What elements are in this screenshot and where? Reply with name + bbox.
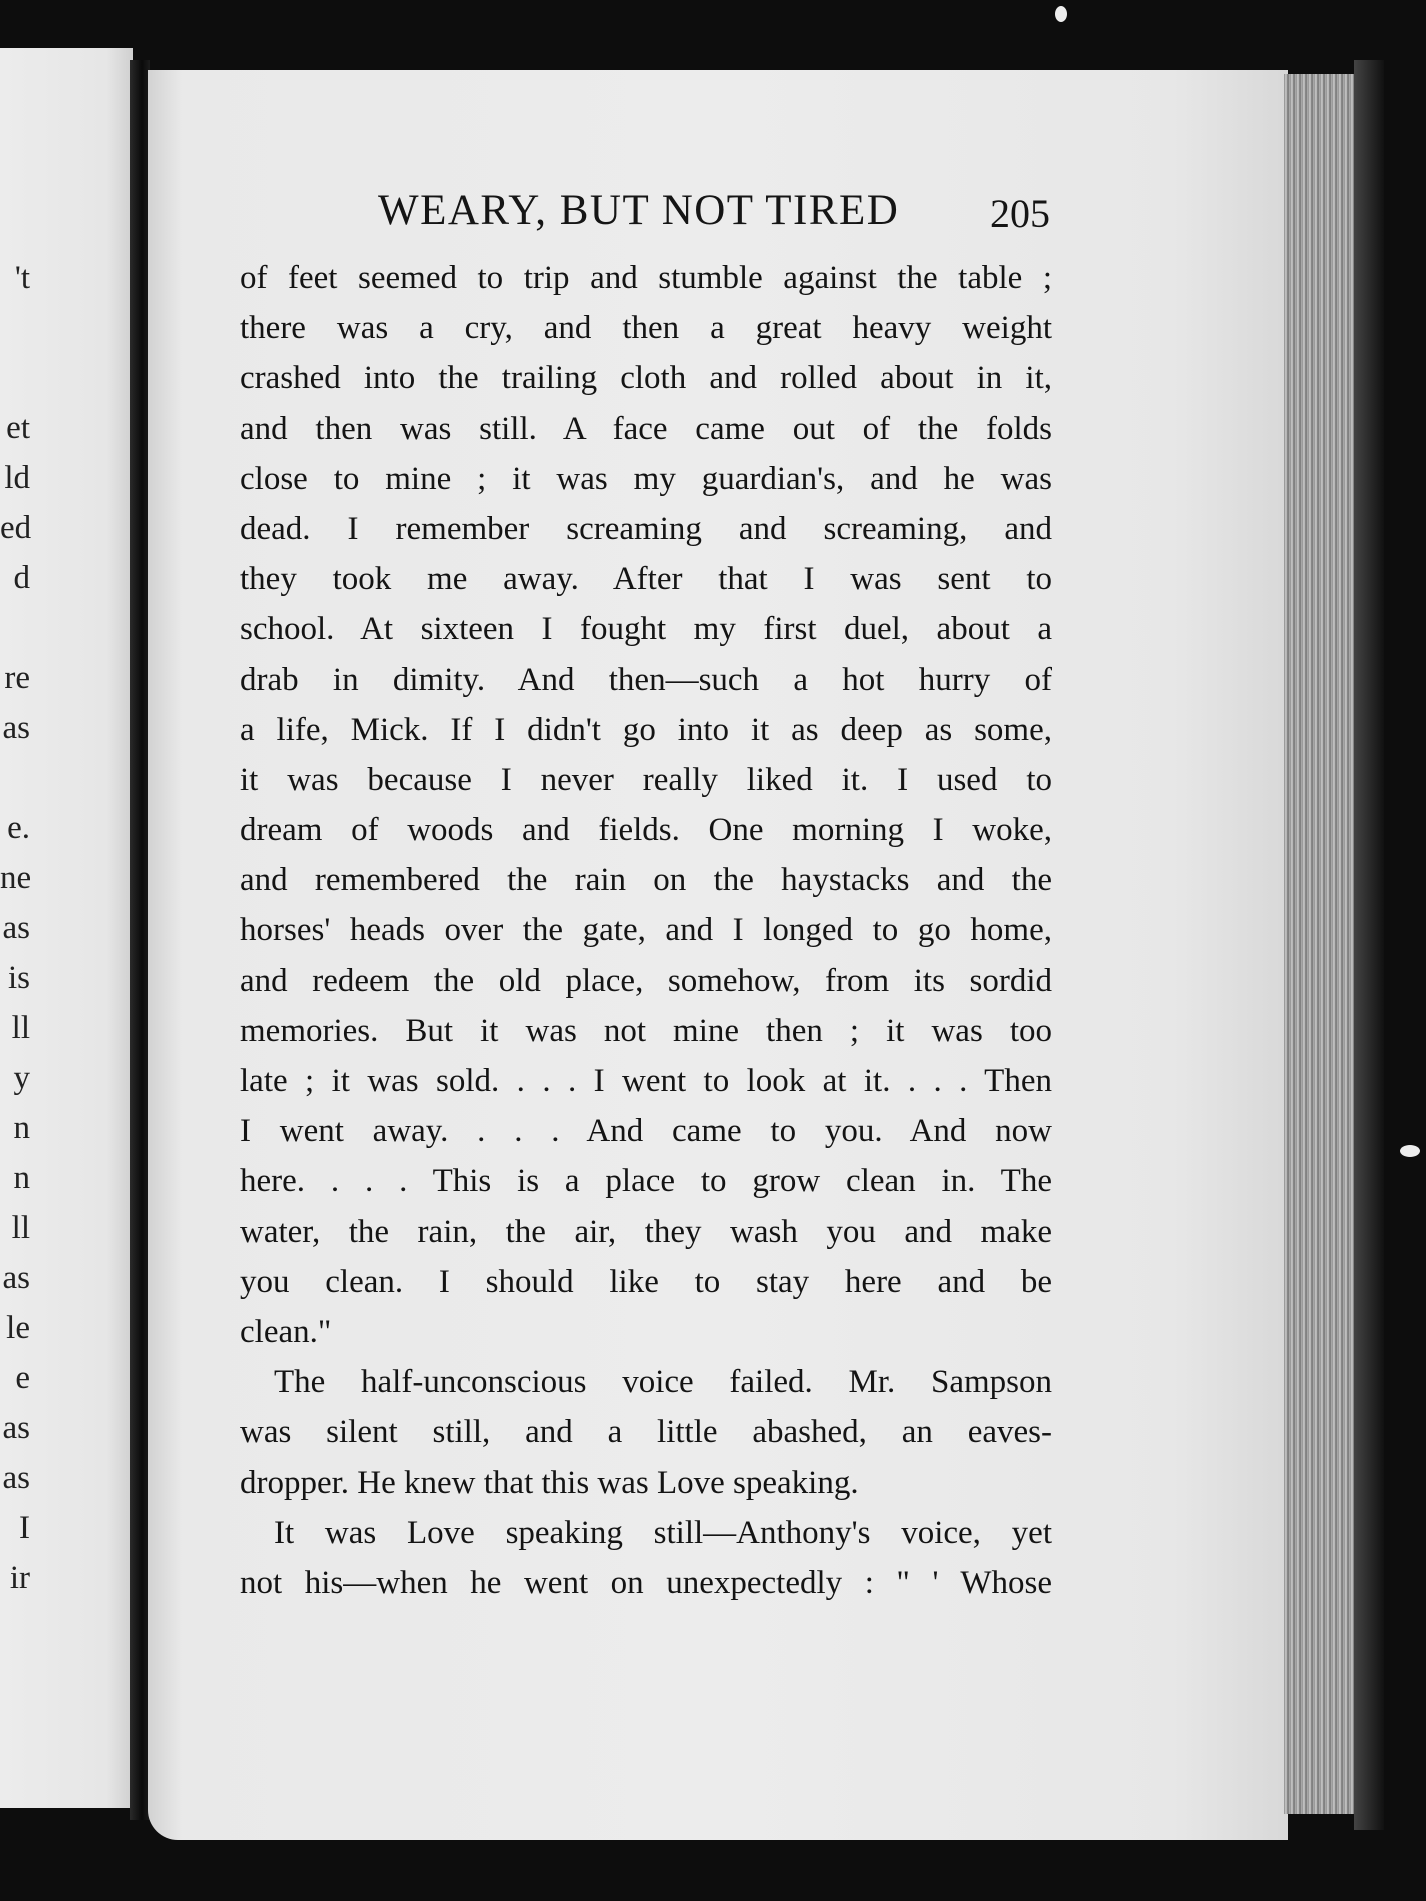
text-line: was silent still, and a little abashed, an eaves- bbox=[240, 1414, 1052, 1451]
text-line: it was because I never really liked it. I used to bbox=[240, 761, 1052, 798]
text-line: late ; it was sold. . . . I went to look at it. . . . Then bbox=[240, 1063, 1052, 1099]
page-stack-edge bbox=[1284, 74, 1354, 1814]
previous-page-text-fragment: I bbox=[19, 1510, 30, 1546]
text-line: The half-unconscious voice failed. Mr. Sampson bbox=[274, 1364, 1052, 1401]
text-line: and remembered the rain on the haystacks and the bbox=[240, 862, 1052, 899]
text-line: It was Love speaking still—Anthony's voice, yet bbox=[274, 1514, 1052, 1551]
previous-page-text-fragment: is bbox=[7, 960, 30, 996]
previous-page-text-fragment: d bbox=[13, 560, 30, 596]
previous-page-text-fragment: re bbox=[4, 660, 30, 696]
text-line: here. . . . This is a place to grow clean in. The bbox=[240, 1163, 1052, 1200]
previous-page-text-fragment: le bbox=[6, 1310, 30, 1346]
text-line: dead. I remember screaming and screaming, and bbox=[240, 510, 1052, 547]
text-line: you clean. I should like to stay here and be bbox=[240, 1263, 1052, 1300]
previous-page-text-fragment: ll bbox=[11, 1010, 30, 1046]
running-head bbox=[378, 186, 1058, 242]
paragraph bbox=[240, 1357, 1052, 1508]
text-line: clean." bbox=[240, 1313, 332, 1350]
text-line: dream of woods and fields. One morning I woke, bbox=[240, 812, 1052, 849]
previous-page-text-fragment: e bbox=[15, 1360, 30, 1396]
text-line: a life, Mick. If I didn't go into it as deep as some, bbox=[240, 711, 1052, 748]
text-line: of feet seemed to trip and stumble against the table ; bbox=[240, 260, 1052, 296]
previous-page-text-fragment: as bbox=[2, 710, 30, 746]
paper-speck bbox=[1400, 1145, 1420, 1157]
text-line: they took me away. After that I was sent to bbox=[240, 561, 1052, 598]
previous-page-edge bbox=[0, 48, 133, 1808]
previous-page-text-fragment: as bbox=[2, 1460, 30, 1496]
text-line: and redeem the old place, somehow, from its sordid bbox=[240, 962, 1052, 999]
previous-page-text-fragment: as bbox=[2, 910, 30, 946]
previous-page-text-fragment: ir bbox=[9, 1560, 30, 1596]
previous-page-text-fragment: n bbox=[13, 1160, 30, 1196]
previous-page-text-fragment: ld bbox=[4, 460, 30, 496]
paragraph bbox=[240, 253, 1052, 1357]
paragraph bbox=[240, 1508, 1052, 1608]
previous-page-text-fragment: n bbox=[13, 1110, 30, 1146]
previous-page-text-fragment: ll bbox=[11, 1210, 30, 1246]
body-text bbox=[240, 253, 1052, 1608]
text-line: horses' heads over the gate, and I longed to go home, bbox=[240, 912, 1052, 949]
paper-speck bbox=[1055, 6, 1067, 22]
text-line: not his—when he went on unexpectedly : " ' Whose bbox=[240, 1564, 1052, 1601]
text-line: school. At sixteen I fought my first duel, about a bbox=[240, 611, 1052, 648]
previous-page-text-fragment: 't bbox=[14, 260, 30, 296]
text-line: and then was still. A face came out of the folds bbox=[240, 410, 1052, 447]
text-line: water, the rain, the air, they wash you and make bbox=[240, 1213, 1052, 1250]
book-gutter bbox=[130, 60, 150, 1820]
text-line: dropper. He knew that this was Love speaking. bbox=[240, 1464, 859, 1501]
book-cover-edge bbox=[1354, 60, 1384, 1830]
previous-page-text-fragment: et bbox=[6, 410, 30, 446]
previous-page-text-fragment: ed bbox=[0, 510, 32, 546]
previous-page-text-fragment: as bbox=[2, 1410, 30, 1446]
text-line: close to mine ; it was my guardian's, and he was bbox=[240, 460, 1052, 497]
previous-page-text-fragment: y bbox=[13, 1060, 30, 1096]
page-number: 205 bbox=[990, 191, 1050, 236]
text-line: crashed into the trailing cloth and rolled about in it, bbox=[240, 360, 1052, 397]
previous-page-text-fragment: ne bbox=[0, 860, 32, 896]
text-line: drab in dimity. And then—such a hot hurry of bbox=[240, 661, 1052, 698]
previous-page-text-fragment: e. bbox=[7, 810, 30, 846]
text-line: I went away. . . . And came to you. And now bbox=[240, 1113, 1052, 1150]
text-line: memories. But it was not mine then ; it was too bbox=[240, 1012, 1052, 1049]
text-line: there was a cry, and then a great heavy weight bbox=[240, 310, 1052, 347]
previous-page-text-fragment: as bbox=[2, 1260, 30, 1296]
running-head-title: WEARY, BUT NOT TIRED bbox=[378, 187, 900, 234]
